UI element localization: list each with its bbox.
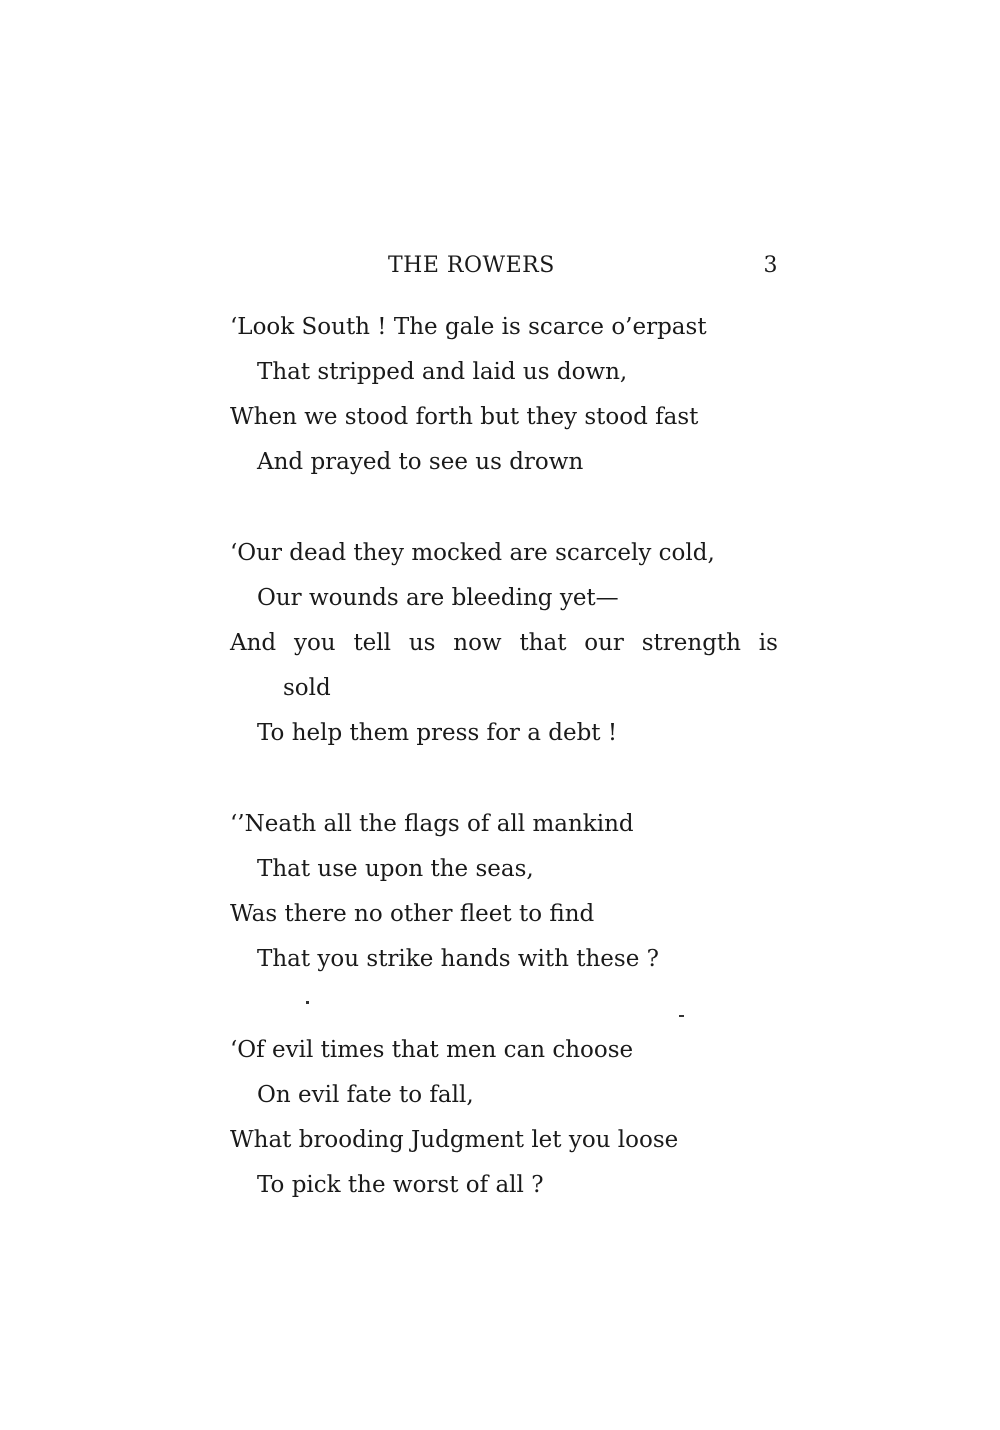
poem-line-turnover: sold — [283, 675, 331, 701]
poem-line: That stripped and laid us down, — [257, 359, 628, 385]
poem-line: Our wounds are bleeding yet— — [257, 585, 619, 611]
poem-body — [230, 305, 778, 1254]
poem-line: What brooding Judgment let you loose — [230, 1127, 679, 1153]
poem-line: When we stood forth but they stood fast — [230, 404, 699, 430]
poem-line: That you strike hands with these ? — [257, 946, 659, 972]
poem-word: tell — [353, 630, 392, 656]
poem-word: that — [519, 630, 567, 656]
poem-line: ‘Look South ! The gale is scarce o’erpast — [230, 314, 707, 340]
poem-line: And prayed to see us drown — [257, 449, 584, 475]
poem-word: strength — [641, 630, 741, 656]
poem-line: That use upon the seas, — [257, 856, 534, 882]
poem-word: our — [584, 630, 624, 656]
poem-line: On evil fate to fall, — [257, 1082, 474, 1108]
print-speck — [679, 1015, 684, 1017]
stanza-2 — [230, 531, 778, 756]
poem-word: you — [293, 630, 336, 656]
poem-line: To help them press for a debt ! — [257, 720, 618, 746]
poem-word: us — [408, 630, 436, 656]
poem-word: now — [453, 630, 502, 656]
poem-line: To pick the worst of all ? — [257, 1172, 544, 1198]
poem-line: ‘’Neath all the flags of all mankind — [230, 811, 634, 837]
poem-line: ‘Our dead they mocked are scarcely cold, — [230, 540, 715, 566]
poem-line: ‘Of evil times that men can choose — [230, 1037, 634, 1063]
poem-word: is — [758, 630, 778, 656]
print-speck — [306, 1001, 309, 1004]
poem-word: And — [230, 630, 277, 656]
stanza-4 — [230, 1028, 778, 1208]
poem-line-justified — [230, 621, 778, 666]
stanza-3 — [230, 802, 778, 982]
running-title: THE ROWERS — [388, 253, 555, 278]
stanza-1 — [230, 305, 778, 485]
poem-line: Was there no other fleet to find — [230, 901, 595, 927]
running-head — [230, 253, 778, 283]
page-number: 3 — [763, 253, 778, 278]
